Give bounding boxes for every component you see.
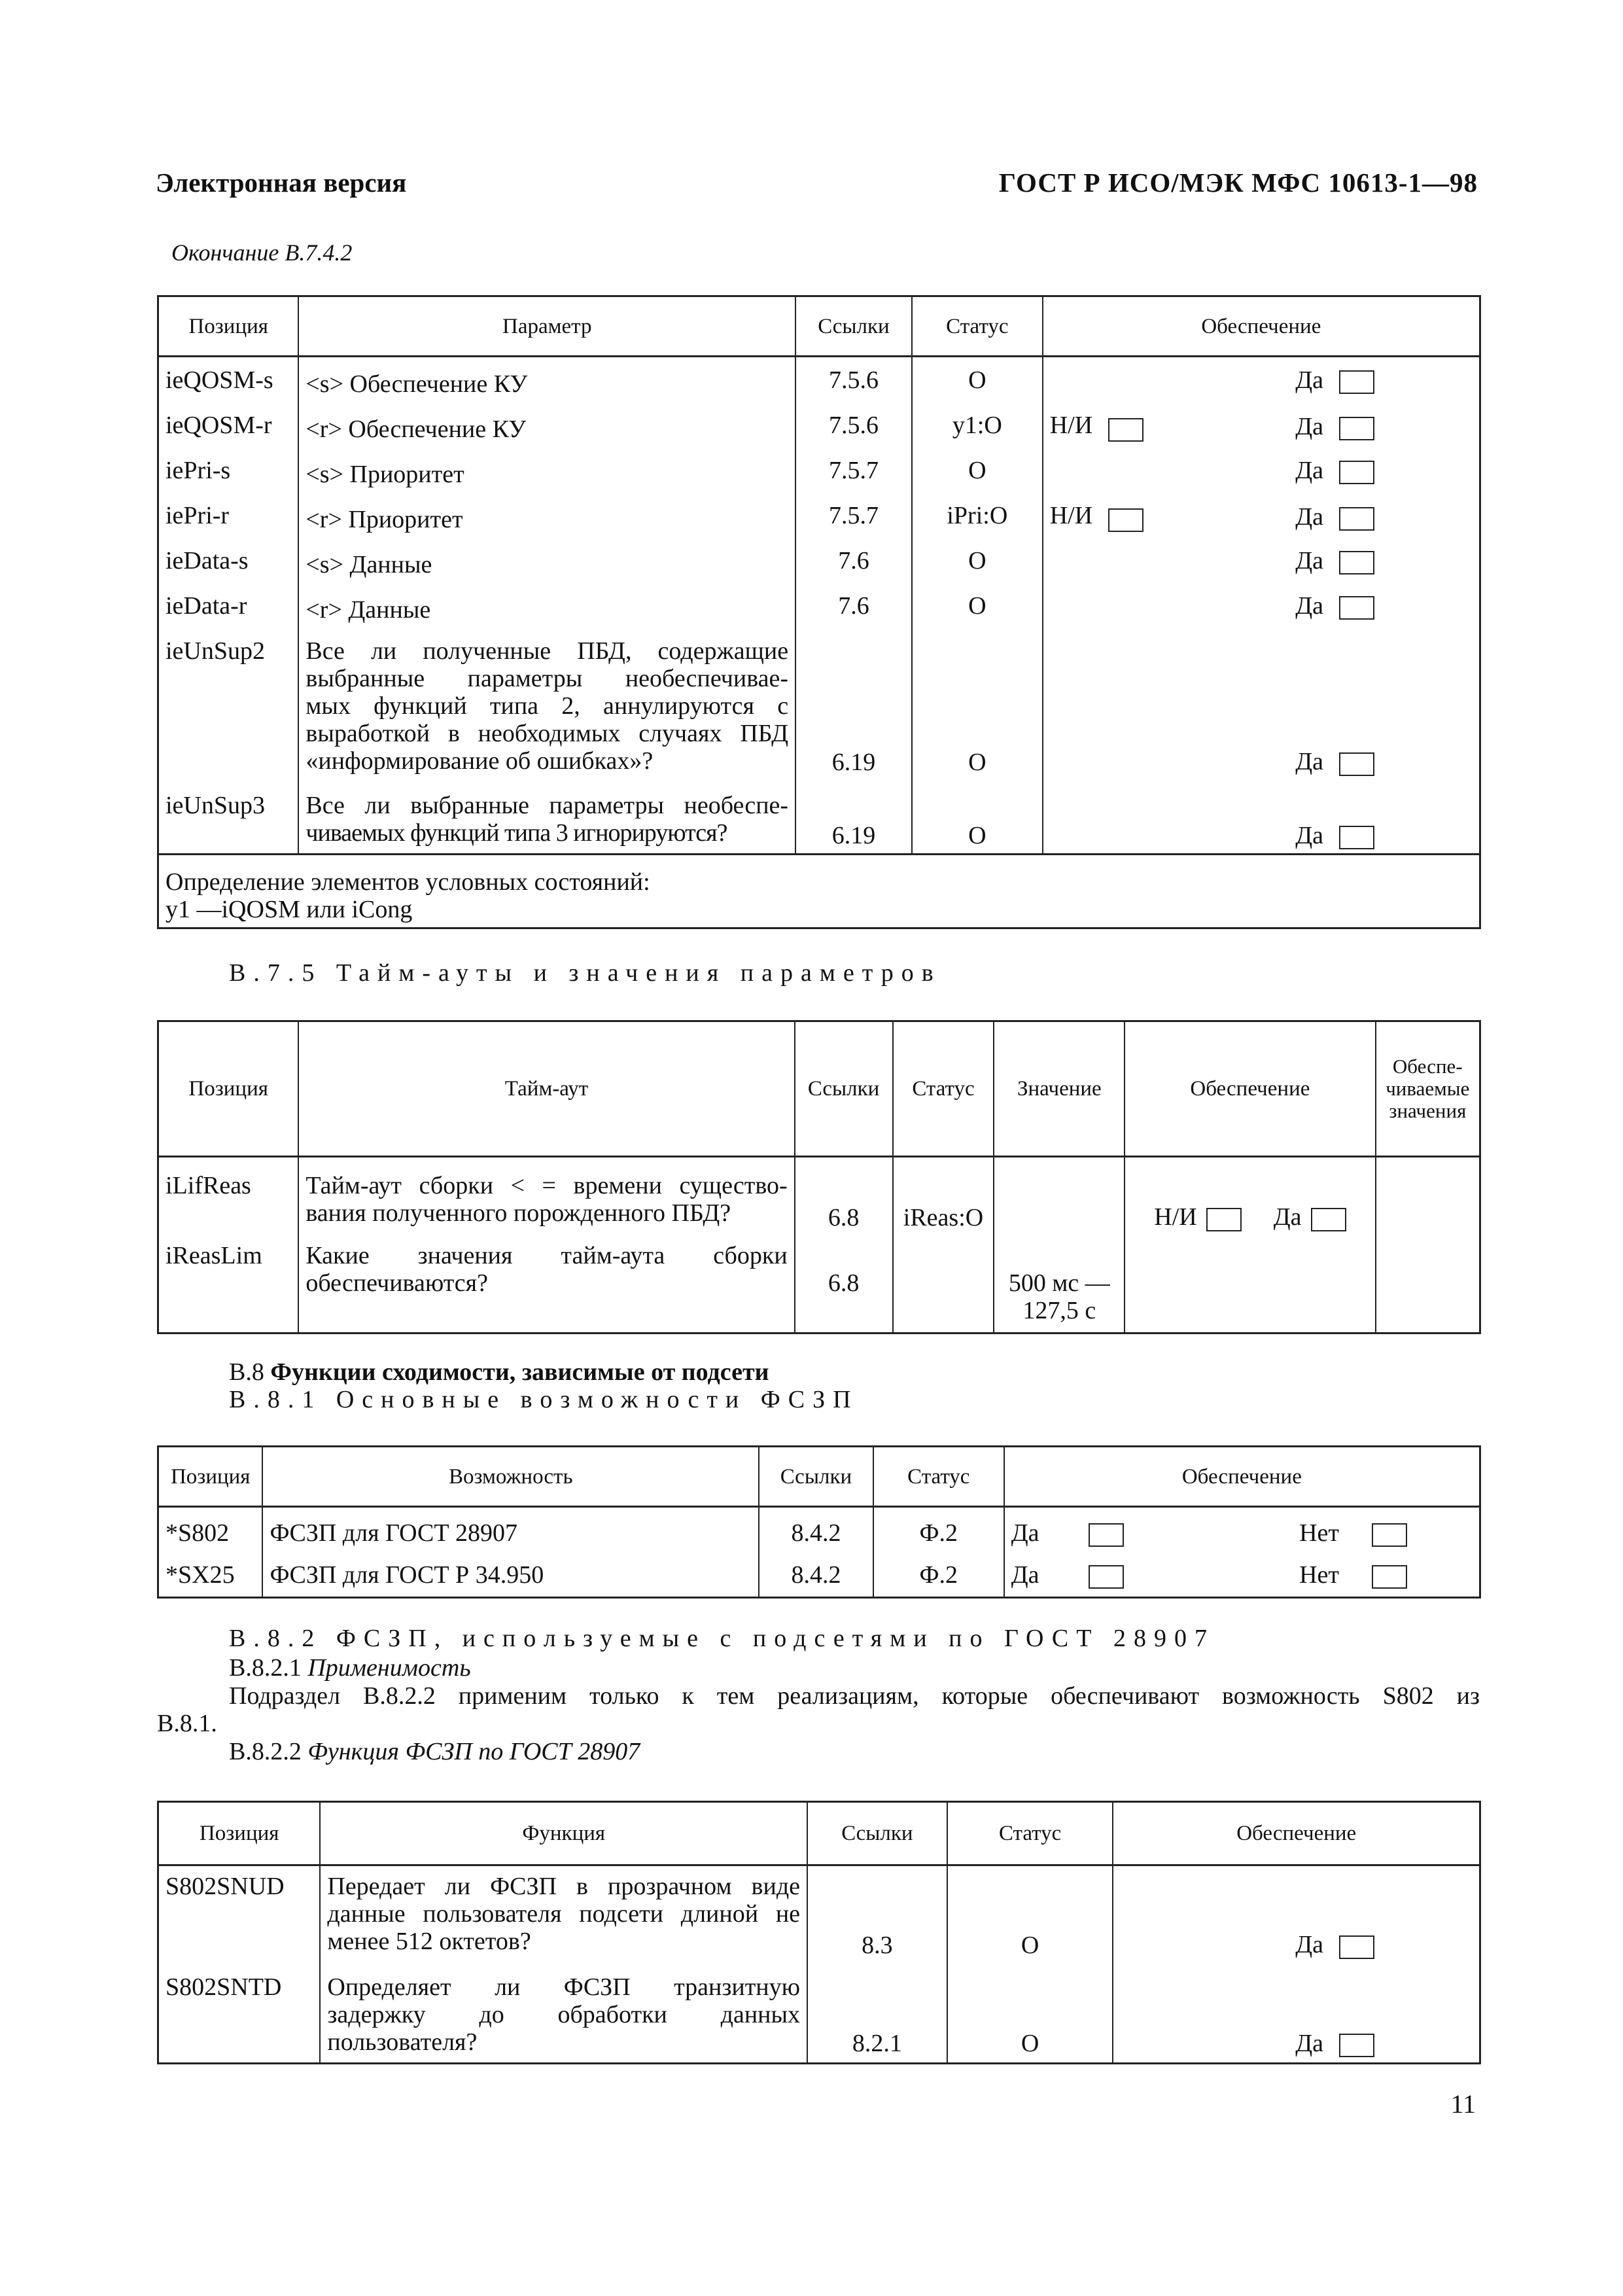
status-cell: iPri:O <box>912 493 1043 538</box>
paragraph-line: B.8.1. <box>157 1710 217 1737</box>
status-cell: О <box>912 357 1043 402</box>
checkbox-da[interactable] <box>1339 826 1374 849</box>
status-cell <box>893 1235 994 1333</box>
table-row <box>158 448 1480 493</box>
position-cell: *S802 <box>158 1507 263 1552</box>
document-label: Электронная версия <box>156 168 407 198</box>
position-cell: iePri-r <box>158 493 299 538</box>
parameter-line: мых функций типа 2, аннулируются с <box>305 692 789 720</box>
col-header-position: Позиция <box>158 1021 299 1157</box>
ref-cell: 7.6 <box>795 538 912 583</box>
ref-cell: 6.8 <box>795 1157 893 1235</box>
status-cell: О <box>912 538 1043 583</box>
checkbox-net[interactable] <box>1372 1523 1407 1547</box>
da-label: Да <box>1295 748 1323 776</box>
ref-cell: 8.4.2 <box>759 1552 873 1598</box>
da-label: Да <box>1295 821 1323 849</box>
col-header-status: Статус <box>912 296 1043 357</box>
position-cell: S802SNTD <box>158 1967 321 2064</box>
table-row <box>158 538 1480 583</box>
ref-cell: 7.5.7 <box>795 493 912 538</box>
col-header-supported-values <box>1376 1021 1480 1157</box>
value-line: 127,5 с <box>1022 1296 1096 1324</box>
parameter-line: вания полученного порожденного ПБД? <box>305 1199 731 1227</box>
supported-values-cell <box>1376 1235 1480 1333</box>
position-cell: ieData-r <box>158 583 299 628</box>
standard-number: ГОСТ Р ИСО/МЭК МФС 10613-1—98 <box>998 168 1478 198</box>
checkbox-ni[interactable] <box>1108 508 1143 532</box>
col-header-value: Значение <box>994 1021 1125 1157</box>
table-row <box>158 402 1480 448</box>
parameter-line: Какие значения тайм-аута сборки <box>305 1241 788 1269</box>
table-row <box>158 357 1480 402</box>
da-label: Да <box>1295 1931 1323 1959</box>
footer-line: Определение элементов условных состояний: <box>166 868 650 896</box>
position-cell: ieQOSM-r <box>158 402 299 448</box>
supported-values-cell <box>1376 1157 1480 1235</box>
status-cell: О <box>947 1967 1113 2064</box>
col-header-support: Обеспечение <box>1004 1447 1480 1507</box>
section-heading-b822 <box>229 1737 640 1766</box>
status-cell: Ф.2 <box>873 1507 1004 1552</box>
function-line: данные пользователя подсети длиной не <box>327 1900 801 1928</box>
da-label: Да <box>1295 2029 1323 2057</box>
col-header-position: Позиция <box>158 296 299 357</box>
checkbox-da[interactable] <box>1339 752 1374 776</box>
footer-line: y1 —iQOSM или iCong <box>166 896 413 923</box>
table-row <box>158 1552 1480 1598</box>
header-line: значения <box>1389 1099 1467 1122</box>
parameter-line: обеспечиваются? <box>305 1269 489 1297</box>
ref-cell: 7.6 <box>795 583 912 628</box>
col-header-support: Обеспечение <box>1043 296 1480 357</box>
header-line: чиваемые <box>1386 1077 1470 1100</box>
da-label: Да <box>1295 592 1323 620</box>
status-cell: y1:O <box>912 402 1043 448</box>
checkbox-ni[interactable] <box>1108 418 1143 442</box>
header-line: Обеспе- <box>1392 1055 1463 1078</box>
col-header-parameter: Параметр <box>298 296 795 357</box>
parameter-line: чиваемых функций типа 3 игнорируются? <box>305 819 727 847</box>
status-cell: iReas:O <box>893 1157 994 1235</box>
col-header-refs: Ссылки <box>795 296 912 357</box>
col-header-refs: Ссылки <box>795 1021 893 1157</box>
ref-cell: 6.19 <box>795 785 912 855</box>
da-label: Да <box>1011 1561 1039 1589</box>
ref-cell: 7.5.7 <box>795 448 912 493</box>
col-header-status: Статус <box>947 1802 1113 1865</box>
status-cell: О <box>912 583 1043 628</box>
parameter-line: «информирование об ошибках»? <box>305 747 654 775</box>
position-cell: iePri-s <box>158 448 299 493</box>
ref-cell: 8.2.1 <box>807 1967 947 2064</box>
col-header-status: Статус <box>893 1021 994 1157</box>
ni-label: Н/И <box>1049 501 1093 529</box>
col-header-support: Обеспечение <box>1113 1802 1480 1865</box>
section-title: Функции сходимости, зависимые от подсети <box>270 1358 769 1386</box>
parameter-cell: <s> Обеспечение КУ <box>298 357 795 402</box>
position-cell: ieUnSup3 <box>158 785 299 855</box>
function-line: менее 512 октетов? <box>327 1928 531 1955</box>
col-header-timeout: Тайм-аут <box>298 1021 794 1157</box>
paragraph-line: Подраздел B.8.2.2 применим только к тем реализациям, которые обеспечивают возможность S802 из <box>229 1682 1480 1710</box>
ref-cell: 7.5.6 <box>795 402 912 448</box>
parameter-cell: <r> Данные <box>298 583 795 628</box>
ref-cell: 6.8 <box>795 1235 893 1333</box>
function-line: Передает ли ФСЗП в прозрачном виде <box>327 1873 801 1900</box>
ref-cell: 7.5.6 <box>795 357 912 402</box>
da-label: Да <box>1273 1203 1302 1231</box>
function-line: задержку до обработки данных <box>327 2000 801 2028</box>
checkbox-da[interactable] <box>1339 507 1374 531</box>
parameter-line: выбранные параметры необеспечивае- <box>305 664 789 692</box>
status-cell: Ф.2 <box>873 1552 1004 1598</box>
checkbox-da[interactable] <box>1339 551 1374 574</box>
table-row <box>158 628 1480 785</box>
table-b822 <box>157 1801 1481 2064</box>
da-label: Да <box>1295 366 1323 394</box>
capability-cell: ФСЗП для ГОСТ 28907 <box>262 1507 759 1552</box>
status-cell: О <box>912 628 1043 785</box>
ref-cell: 8.4.2 <box>759 1507 873 1552</box>
function-line: Определяет ли ФСЗП транзитную <box>327 1973 801 2001</box>
col-header-refs: Ссылки <box>807 1802 947 1865</box>
status-cell: О <box>912 785 1043 855</box>
checkbox-da[interactable] <box>1339 1935 1374 1959</box>
section-number: B.8 <box>229 1358 264 1386</box>
position-cell: ieUnSup2 <box>158 628 299 785</box>
status-cell: О <box>912 448 1043 493</box>
col-header-refs: Ссылки <box>759 1447 873 1507</box>
parameter-line: Тайм-аут сборки < = времени существо- <box>305 1172 788 1199</box>
col-header-status: Статус <box>873 1447 1004 1507</box>
parameter-line: выработкой в необходимых случаях ПБД <box>305 719 789 747</box>
support-cell <box>1125 1235 1375 1333</box>
checkbox-da[interactable] <box>1339 370 1374 394</box>
function-line: пользователя? <box>327 2028 478 2056</box>
checkbox-net[interactable] <box>1372 1565 1407 1589</box>
page-number: 11 <box>1450 2089 1476 2119</box>
da-label: Да <box>1295 503 1323 531</box>
table-row <box>158 583 1480 628</box>
section-heading-b82: B.8.2 ФСЗП, используемые с подсетями по ГОСТ 28907 <box>229 1625 1215 1652</box>
da-label: Да <box>1295 546 1323 574</box>
parameter-line: Все ли выбранные параметры необеспе- <box>305 791 789 819</box>
net-label: Нет <box>1299 1561 1339 1589</box>
position-cell: ieQOSM-s <box>158 357 299 402</box>
col-header-capability: Возможность <box>262 1447 759 1507</box>
da-label: Да <box>1295 456 1323 484</box>
parameter-cell: <s> Приоритет <box>298 448 795 493</box>
table-row <box>158 1507 1480 1552</box>
status-cell: О <box>947 1865 1113 1967</box>
section-heading-b81: B.8.1 Основные возможности ФСЗП <box>229 1386 859 1413</box>
table-b742 <box>157 295 1481 929</box>
section-number: B.8.2.1 <box>229 1654 302 1682</box>
table-footer-row <box>158 855 1480 928</box>
col-header-position: Позиция <box>158 1447 263 1507</box>
table-row <box>158 1235 1480 1333</box>
ref-cell: 8.3 <box>807 1865 947 1967</box>
table-row <box>158 493 1480 538</box>
section-title: Применимость <box>307 1654 471 1682</box>
checkbox-da[interactable] <box>1089 1565 1124 1589</box>
section-heading-b8 <box>229 1358 769 1386</box>
section-heading-b75: B.7.5 Тайм-ауты и значения параметров <box>229 959 941 987</box>
table-b75 <box>157 1020 1481 1334</box>
position-cell: ieData-s <box>158 538 299 583</box>
checkbox-da[interactable] <box>1339 417 1374 440</box>
col-header-support: Обеспечение <box>1125 1021 1375 1157</box>
ni-label: Н/И <box>1154 1203 1197 1231</box>
table-row <box>158 1865 1480 1967</box>
continuation-caption: Окончание B.7.4.2 <box>171 239 353 266</box>
position-cell: *SX25 <box>158 1552 263 1598</box>
col-header-function: Функция <box>320 1802 807 1865</box>
da-label: Да <box>1295 412 1323 440</box>
checkbox-ni[interactable] <box>1206 1208 1242 1231</box>
position-cell: S802SNUD <box>158 1865 321 1967</box>
parameter-cell: <s> Данные <box>298 538 795 583</box>
table-row <box>158 1157 1480 1235</box>
checkbox-da[interactable] <box>1311 1208 1346 1231</box>
capability-cell: ФСЗП для ГОСТ Р 34.950 <box>262 1552 759 1598</box>
da-label: Да <box>1011 1519 1039 1547</box>
parameter-cell: <r> Обеспечение КУ <box>298 402 795 448</box>
value-cell <box>994 1157 1125 1235</box>
position-cell: iReasLim <box>158 1235 299 1333</box>
ref-cell: 6.19 <box>795 628 912 785</box>
section-number: B.8.2.2 <box>229 1738 302 1765</box>
value-line: 500 мс — <box>1008 1269 1110 1297</box>
parameter-cell: <r> Приоритет <box>298 493 795 538</box>
net-label: Нет <box>1299 1519 1339 1547</box>
table-row <box>158 785 1480 855</box>
section-title: Функция ФСЗП по ГОСТ 28907 <box>307 1738 640 1765</box>
col-header-position: Позиция <box>158 1802 321 1865</box>
table-b81 <box>157 1445 1481 1598</box>
ni-label: Н/И <box>1049 411 1093 439</box>
checkbox-da[interactable] <box>1089 1523 1124 1547</box>
checkbox-da[interactable] <box>1339 596 1374 620</box>
checkbox-da[interactable] <box>1339 461 1374 484</box>
position-cell: iLifReas <box>158 1157 299 1235</box>
parameter-line: Все ли полученные ПБД, содержащие <box>305 637 789 665</box>
section-heading-b821 <box>229 1653 471 1682</box>
checkbox-da[interactable] <box>1339 2034 1374 2057</box>
table-row <box>158 1967 1480 2064</box>
